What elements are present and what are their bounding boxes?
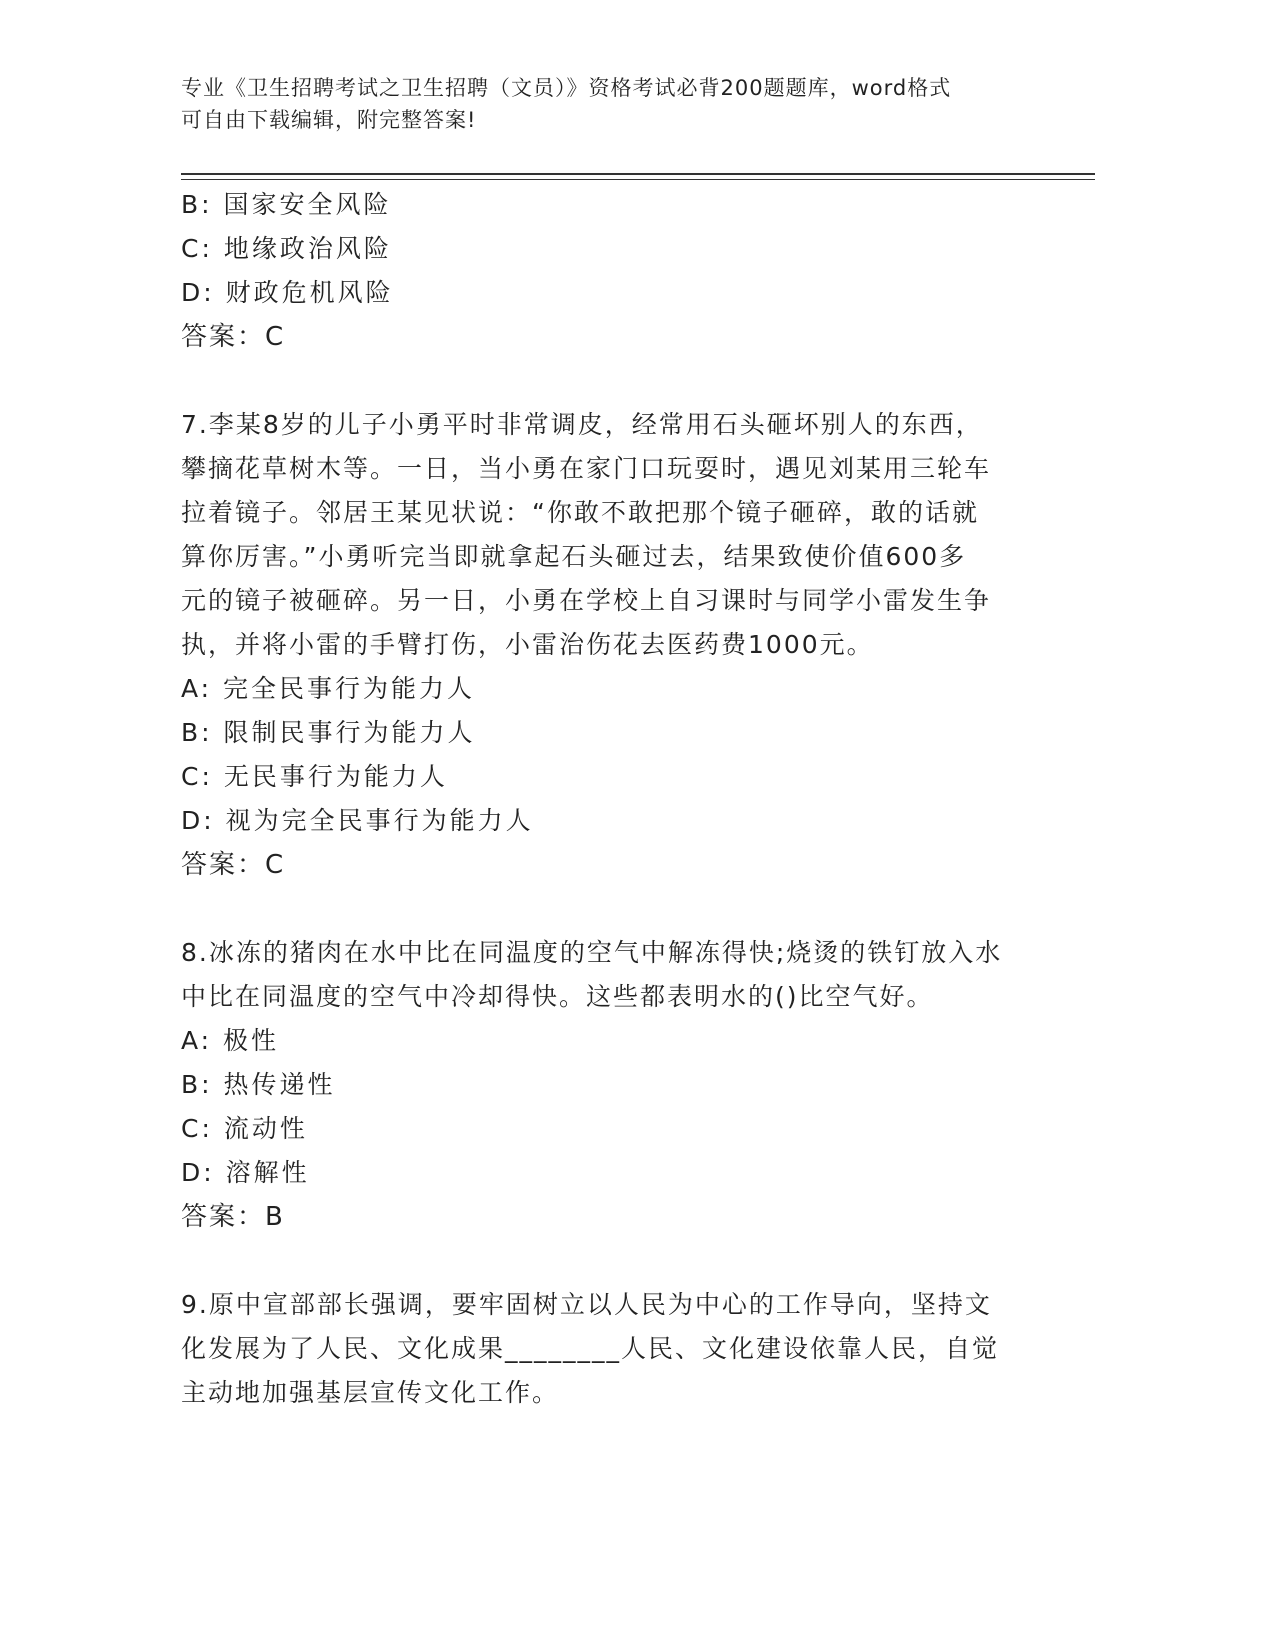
answer: 答案：B [181, 1202, 285, 1232]
document-header [181, 72, 1061, 136]
question-8 [181, 931, 1071, 1239]
question-text-line: 9.原中宣部部长强调，要牢固树立以人民为中心的工作导向，坚持文 [181, 1290, 992, 1319]
option-a: A: 完全民事行为能力人 [181, 674, 476, 703]
question-text-line: 算你厉害。”小勇听完当即就拿起石头砸过去，结果致使价值600多 [181, 542, 967, 571]
option-c: C: 无民事行为能力人 [181, 762, 448, 791]
question-text-line: 攀摘花草树木等。一日，当小勇在家门口玩耍时，遇见刘某用三轮车 [181, 454, 992, 483]
option-b: B: 热传递性 [181, 1070, 336, 1099]
header-line-1: 专业《卫生招聘考试之卫生招聘（文员）》资格考试必背200题题库，word格式 [181, 76, 952, 100]
option-a: A: 极性 [181, 1026, 280, 1055]
question-9 [181, 1283, 1071, 1415]
question-text-line: 化发展为了人民、文化成果________人民、文化建设依靠人民，自觉 [181, 1334, 1000, 1363]
answer: 答案：C [181, 322, 286, 352]
question-text-line: 主动地加强基层宣传文化工作。 [181, 1378, 560, 1407]
option-d: D: 视为完全民事行为能力人 [181, 806, 534, 835]
header-divider [181, 173, 1095, 180]
option-b: B: 国家安全风险 [181, 190, 392, 219]
answer: 答案：C [181, 850, 286, 880]
question-text-line: 7.李某8岁的儿子小勇平时非常调皮，经常用石头砸坏别人的东西， [181, 410, 983, 439]
question-text-line: 中比在同温度的空气中冷却得快。这些都表明水的()比空气好。 [181, 982, 934, 1011]
option-d: D: 溶解性 [181, 1158, 310, 1187]
question-text-line: 执，并将小雷的手臂打伤，小雷治伤花去医药费1000元。 [181, 630, 874, 659]
option-c: C: 地缘政治风险 [181, 234, 392, 263]
option-d: D: 财政危机风险 [181, 278, 394, 307]
option-b: B: 限制民事行为能力人 [181, 718, 476, 747]
question-text-line: 拉着镜子。邻居王某见状说：“你敢不敢把那个镜子砸碎，敢的话就 [181, 498, 979, 527]
question-list [181, 183, 1071, 1415]
question-text-line: 8.冰冻的猪肉在水中比在同温度的空气中解冻得快;烧烫的铁钉放入水 [181, 938, 1003, 967]
question-text-line: 元的镜子被砸碎。另一日，小勇在学校上自习课时与同学小雷发生争 [181, 586, 992, 615]
option-c: C: 流动性 [181, 1114, 308, 1143]
question-7 [181, 403, 1071, 887]
header-line-2: 可自由下载编辑，附完整答案! [181, 108, 477, 132]
question-6-tail [181, 183, 1071, 359]
